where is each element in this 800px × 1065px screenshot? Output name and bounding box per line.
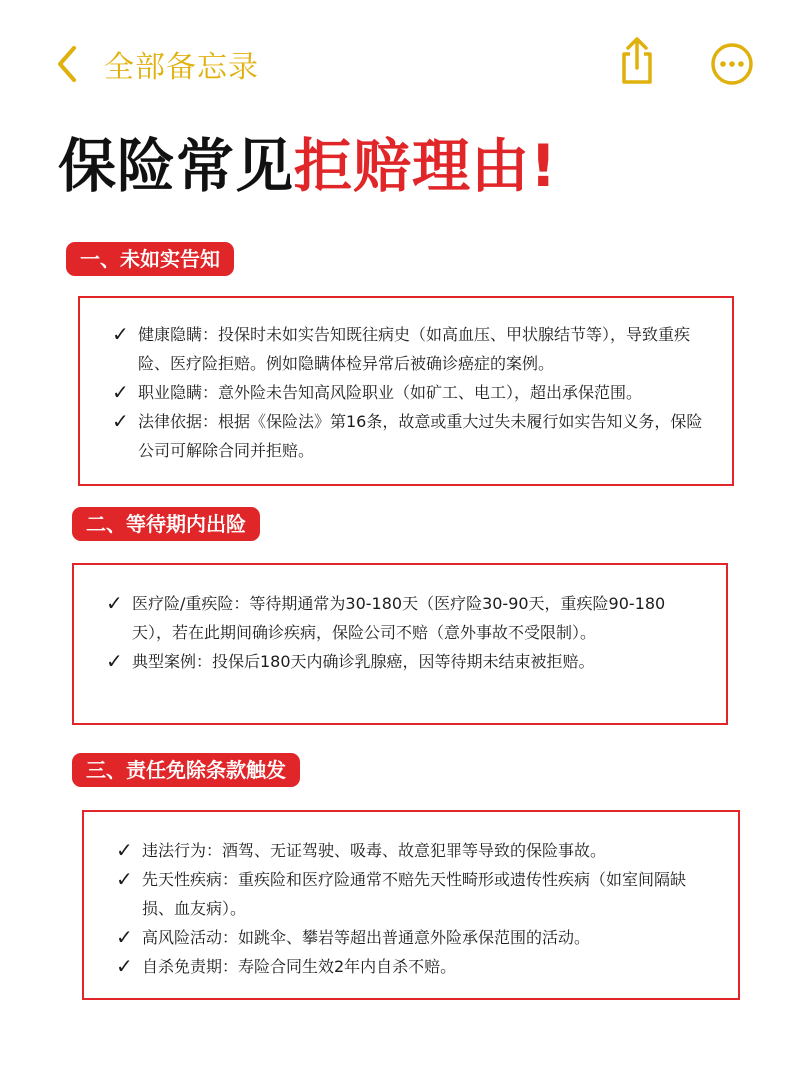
list-item-text: 医疗险/重疾险：等待期通常为30-180天（医疗险30-90天，重疾险90-180天），若在此期间确诊疾病，保险公司不赔（意外事故不受限制）。 [132, 594, 666, 642]
list-item [112, 407, 712, 465]
list-item-text: 职业隐瞒：意外险未告知高风险职业（如矿工、电工），超出承保范围。 [138, 383, 643, 402]
section-box-1 [78, 296, 734, 486]
back-label: 全部备忘录 [104, 50, 259, 85]
list-item [116, 836, 712, 865]
checkmark-icon: ✓ [112, 322, 129, 346]
list-item [116, 923, 712, 952]
more-button[interactable] [710, 42, 754, 86]
share-icon [614, 36, 660, 86]
list-item [116, 952, 712, 981]
checkmark-icon: ✓ [112, 409, 129, 433]
list-item [106, 647, 700, 676]
list-item-text: 自杀免责期：寿险合同生效2年内自杀不赔。 [142, 957, 457, 976]
list-item-text: 违法行为：酒驾、无证驾驶、吸毒、故意犯罪等导致的保险事故。 [142, 841, 607, 860]
checkmark-icon: ✓ [106, 649, 123, 673]
list-item-text: 法律依据：根据《保险法》第16条，故意或重大过失未履行如实告知义务，保险公司可解除合同并拒赔。 [138, 412, 703, 460]
checkmark-icon: ✓ [116, 838, 133, 862]
list-item-text: 高风险活动：如跳伞、攀岩等超出普通意外险承保范围的活动。 [142, 928, 591, 947]
list-item-text: 健康隐瞒：投保时未如实告知既往病史（如高血压、甲状腺结节等），导致重疾险、医疗险拒赔。例如隐瞒体检异常后被确诊癌症的案例。 [138, 325, 691, 373]
section-heading-1: 一、未如实告知 [66, 242, 234, 276]
list-item [116, 865, 712, 923]
list-item [112, 320, 712, 378]
list-item [112, 378, 712, 407]
checkmark-icon: ✓ [116, 867, 133, 891]
nav-bar [0, 0, 800, 120]
back-button[interactable] [56, 42, 259, 86]
chevron-left-icon [56, 45, 78, 83]
title-part-black: 保险常见 [58, 132, 295, 200]
section-box-2 [72, 563, 728, 725]
list-item-text: 先天性疾病：重疾险和医疗险通常不赔先天性畸形或遗传性疾病（如室间隔缺损、血友病）。 [142, 870, 687, 918]
checkmark-icon: ✓ [116, 925, 133, 949]
list-item-text: 典型案例：投保后180天内确诊乳腺癌，因等待期未结束被拒赔。 [132, 652, 595, 671]
checkmark-icon: ✓ [116, 954, 133, 978]
more-icon [710, 42, 754, 86]
section-box-3 [82, 810, 740, 1000]
page-title [58, 128, 557, 204]
list-item [106, 589, 700, 647]
share-button[interactable] [614, 36, 660, 86]
title-part-red: 拒赔理由 [294, 132, 531, 200]
checkmark-icon: ✓ [112, 380, 129, 404]
section-heading-3: 三、责任免除条款触发 [72, 753, 300, 787]
title-exclaim: ! [530, 132, 558, 200]
section-heading-2: 二、等待期内出险 [72, 507, 260, 541]
checkmark-icon: ✓ [106, 591, 123, 615]
